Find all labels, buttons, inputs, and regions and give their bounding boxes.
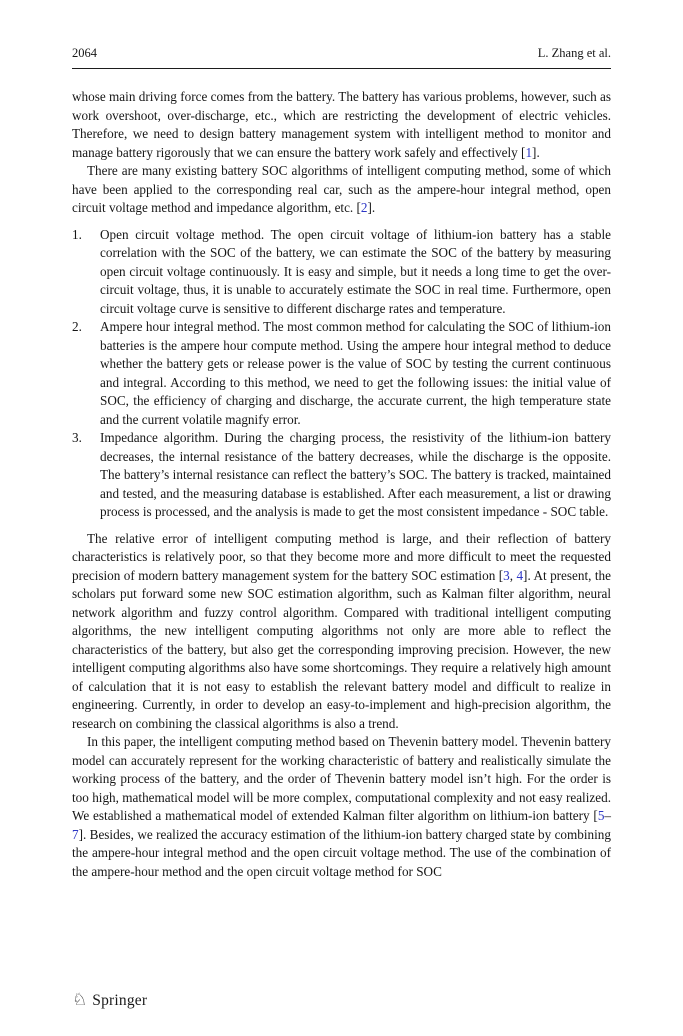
springer-knight-icon: ♘ [72, 989, 88, 1010]
page-number: 2064 [72, 46, 97, 60]
text-run: There are many existing battery SOC algorithms of intelligent computing method, some of which have been applied to the corresponding real car, such as the ampere-hour integral method, open circuit voltage method and impedance algorithm, etc. [ [72, 163, 611, 215]
list-item [72, 226, 611, 319]
text-run: whose main driving force comes from the battery. The battery has various problems, however, such as work overshoot, over-discharge, etc., which are restricting the development of electric vehicles. Therefore, we need to design battery management system with intelligent method to monitor and manage battery rigorously that we can ensure the battery work safely and effectively [ [72, 89, 611, 160]
paragraph [72, 162, 611, 218]
text-run: – [604, 808, 611, 823]
text-run: ]. [532, 144, 540, 160]
list-item [72, 318, 611, 429]
text-run: Open circuit voltage method. The open circuit voltage of lithium-ion battery has a stable correlation with the SOC of the battery, we can estimate the SOC of the battery by measuring open circuit voltage continuously. It is easy and simple, but it needs a long time to get the over-circuit voltage, thus, it is unable to accurately estimate the SOC in real time. Furthermore, open circuit voltage curve is sensitive to different discharge rates and temperature. [100, 226, 611, 316]
text-run: The relative error of intelligent computing method is large, and their reflection of battery characteristics is relatively poor, so that they become more and more difficult to meet the requested precision of modern battery management system for the battery SOC estimation [ [72, 530, 611, 583]
citation-ref[interactable]: 4 [516, 567, 524, 583]
text-run: ]. [367, 200, 376, 215]
publisher-logo-text: Springer [92, 992, 148, 1009]
citation-ref[interactable]: 1 [525, 144, 533, 160]
text-run: Ampere hour integral method. The most common method for calculating the SOC of lithium-ion batteries is the ampere hour compute method. Using the ampere hour integral method to deduce whether the battery gets or release power is the value of SOC by testing the current continuous and integral. According to this method, we need to get the following issues: the initial value of SOC, the efficiency of charging and discharge, the accurate current, the high temperature state and the current volatile magnify error. [100, 319, 611, 427]
citation-ref[interactable]: 3 [503, 567, 510, 583]
citation-ref[interactable]: 7 [72, 826, 79, 842]
list-item-number: 1. [72, 226, 82, 242]
running-header [72, 46, 611, 69]
text-run: Impedance algorithm. During the charging process, the resistivity of the lithium-ion battery decreases, the internal resistance of the battery decreases, while the discharge is the opposite. The battery’s internal resistance can reflect the battery’s SOC. The battery is tracked, maintained and tested, and the measuring database is established. After each measurement, a list or drawing process is processed, and the analysis is made to get the most consistent impedance - SOC table. [100, 430, 611, 519]
citation-ref[interactable]: 5 [597, 808, 605, 823]
paragraph [72, 733, 611, 881]
paragraph [72, 530, 611, 734]
text-run: In this paper, the intelligent computing method based on Thevenin battery model. Thevenin battery model can accurately represent for the working characteristic of battery and realistically simulate the working process of the battery, and the order of Thevenin battery model isn’t high. For the order is too high, mathematical model will be more complex, computational complexity and not easy realized. We established a mathematical model of extended Kalman filter algorithm on lithium-ion battery [ [72, 734, 611, 823]
list-item-number: 3. [72, 430, 82, 445]
text-run: , [509, 567, 517, 583]
page-content [72, 46, 611, 881]
running-head-authors: L. Zhang et al. [537, 46, 611, 60]
numbered-list [72, 226, 611, 522]
citation-ref[interactable]: 2 [360, 200, 368, 215]
publisher-footer [72, 989, 148, 1010]
text-run: ]. Besides, we realized the accuracy estimation of the lithium-ion battery charged state by combining the ampere-hour integral method and the open circuit voltage method. The use of the combination of the ampere-hour method and the open circuit voltage method for SOC [72, 826, 611, 879]
list-item [72, 429, 611, 522]
paragraph [72, 88, 611, 162]
list-item-number: 2. [72, 319, 82, 334]
text-run: ]. At present, the scholars put forward some new SOC estimation algorithm, such as Kalman filter algorithm, neural network algorithm and fuzzy control algorithm. Compared with traditional intelligent computing algorithms, the new intelligent computing algorithms not only are more able to reflect the characteristics of the battery, but also get the corresponding improving precision. However, the new intelligent computing algorithms also have some shortcomings. They require a relatively high amount of calculation that it is not easy to establish the relevant battery model and difficult to realize in engineering. Currently, in order to develop an easy-to-implement and high-precision algorithm, the research on combining the classical algorithms is also a trend. [72, 567, 611, 731]
article-body [72, 88, 611, 881]
